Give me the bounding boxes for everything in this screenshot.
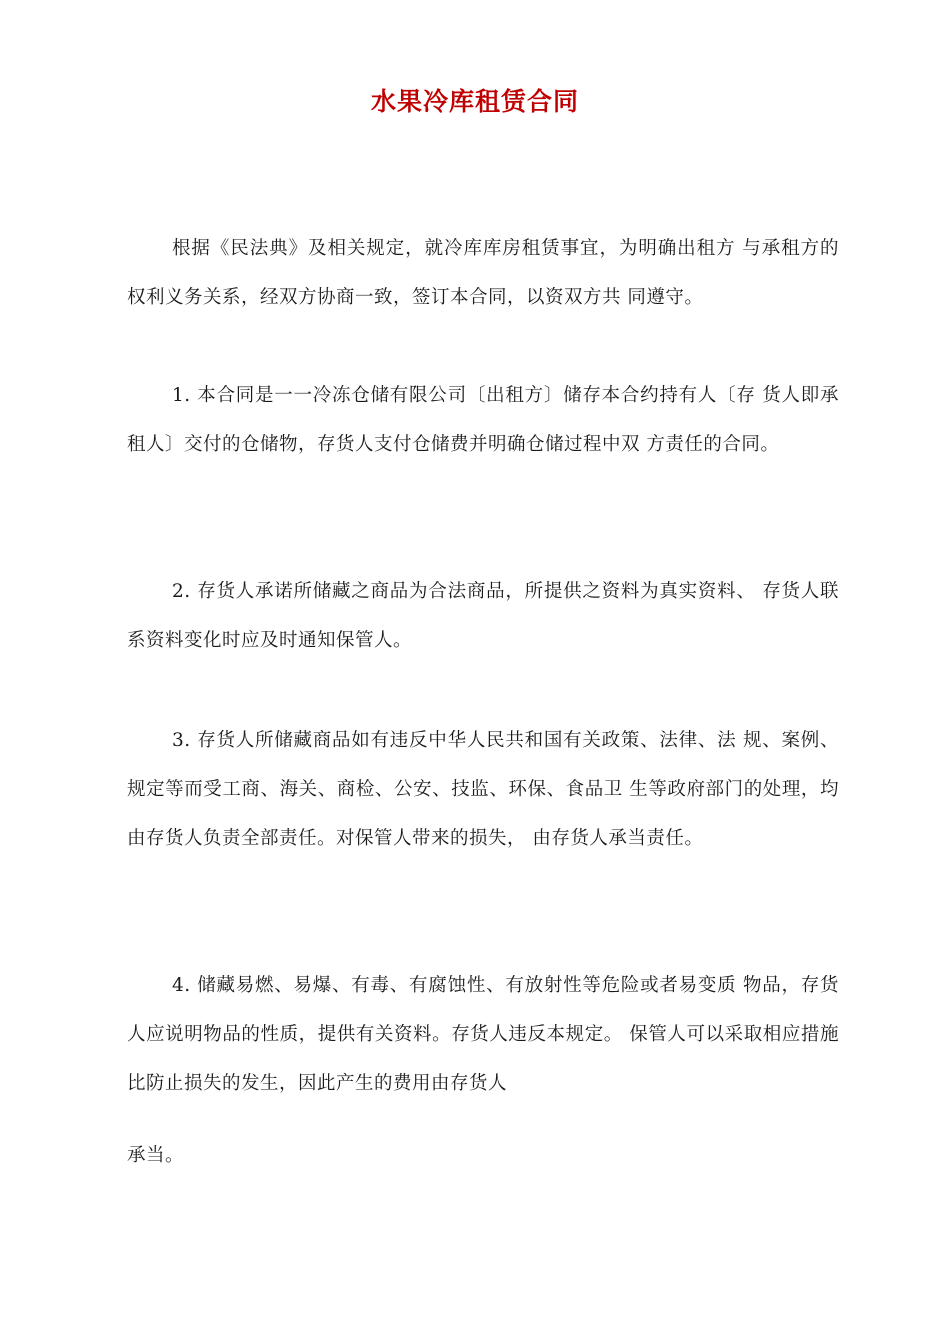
intro-paragraph: 根据《民法典》及相关规定，就冷库库房租赁事宜，为明确出租方 与承租方的权利义务关系，经双方协商一致，签订本合同，以资双方共 同遵守。: [127, 238, 839, 308]
clause-1-paragraph: 1. 本合同是一一冷冻仓储有限公司〔出租方〕储存本合约持有人〔存 货人即承租人〕交付的仓储物，存货人支付仓储费并明确仓储过程中双 方责任的合同。: [127, 385, 839, 455]
clause-4-tail-text: 承当。: [127, 1145, 185, 1166]
clause-4-paragraph: 4. 储藏易燃、易爆、有毒、有腐蚀性、有放射性等危险或者易变质 物品，存货人应说明物品的性质，提供有关资料。存货人违反本规定。 保管人可以采取相应措施比防止损失的发生，因此产生的费用由存货人: [127, 975, 839, 1094]
clause-3-paragraph: 3. 存货人所储藏商品如有违反中华人民共和国有关政策、法律、法 规、案例、规定等而受工商、海关、商检、公安、技监、环保、食品卫 生等政府部门的处理，均由存货人负责全部责任。对保管人带来的损失， 由存货人承当责任。: [127, 730, 839, 849]
document-title: 水果冷库租赁合同: [370, 87, 579, 116]
clause-2-paragraph: 2. 存货人承诺所储藏之商品为合法商品，所提供之资料为真实资料、 存货人联系资料变化时应及时通知保管人。: [127, 581, 839, 651]
